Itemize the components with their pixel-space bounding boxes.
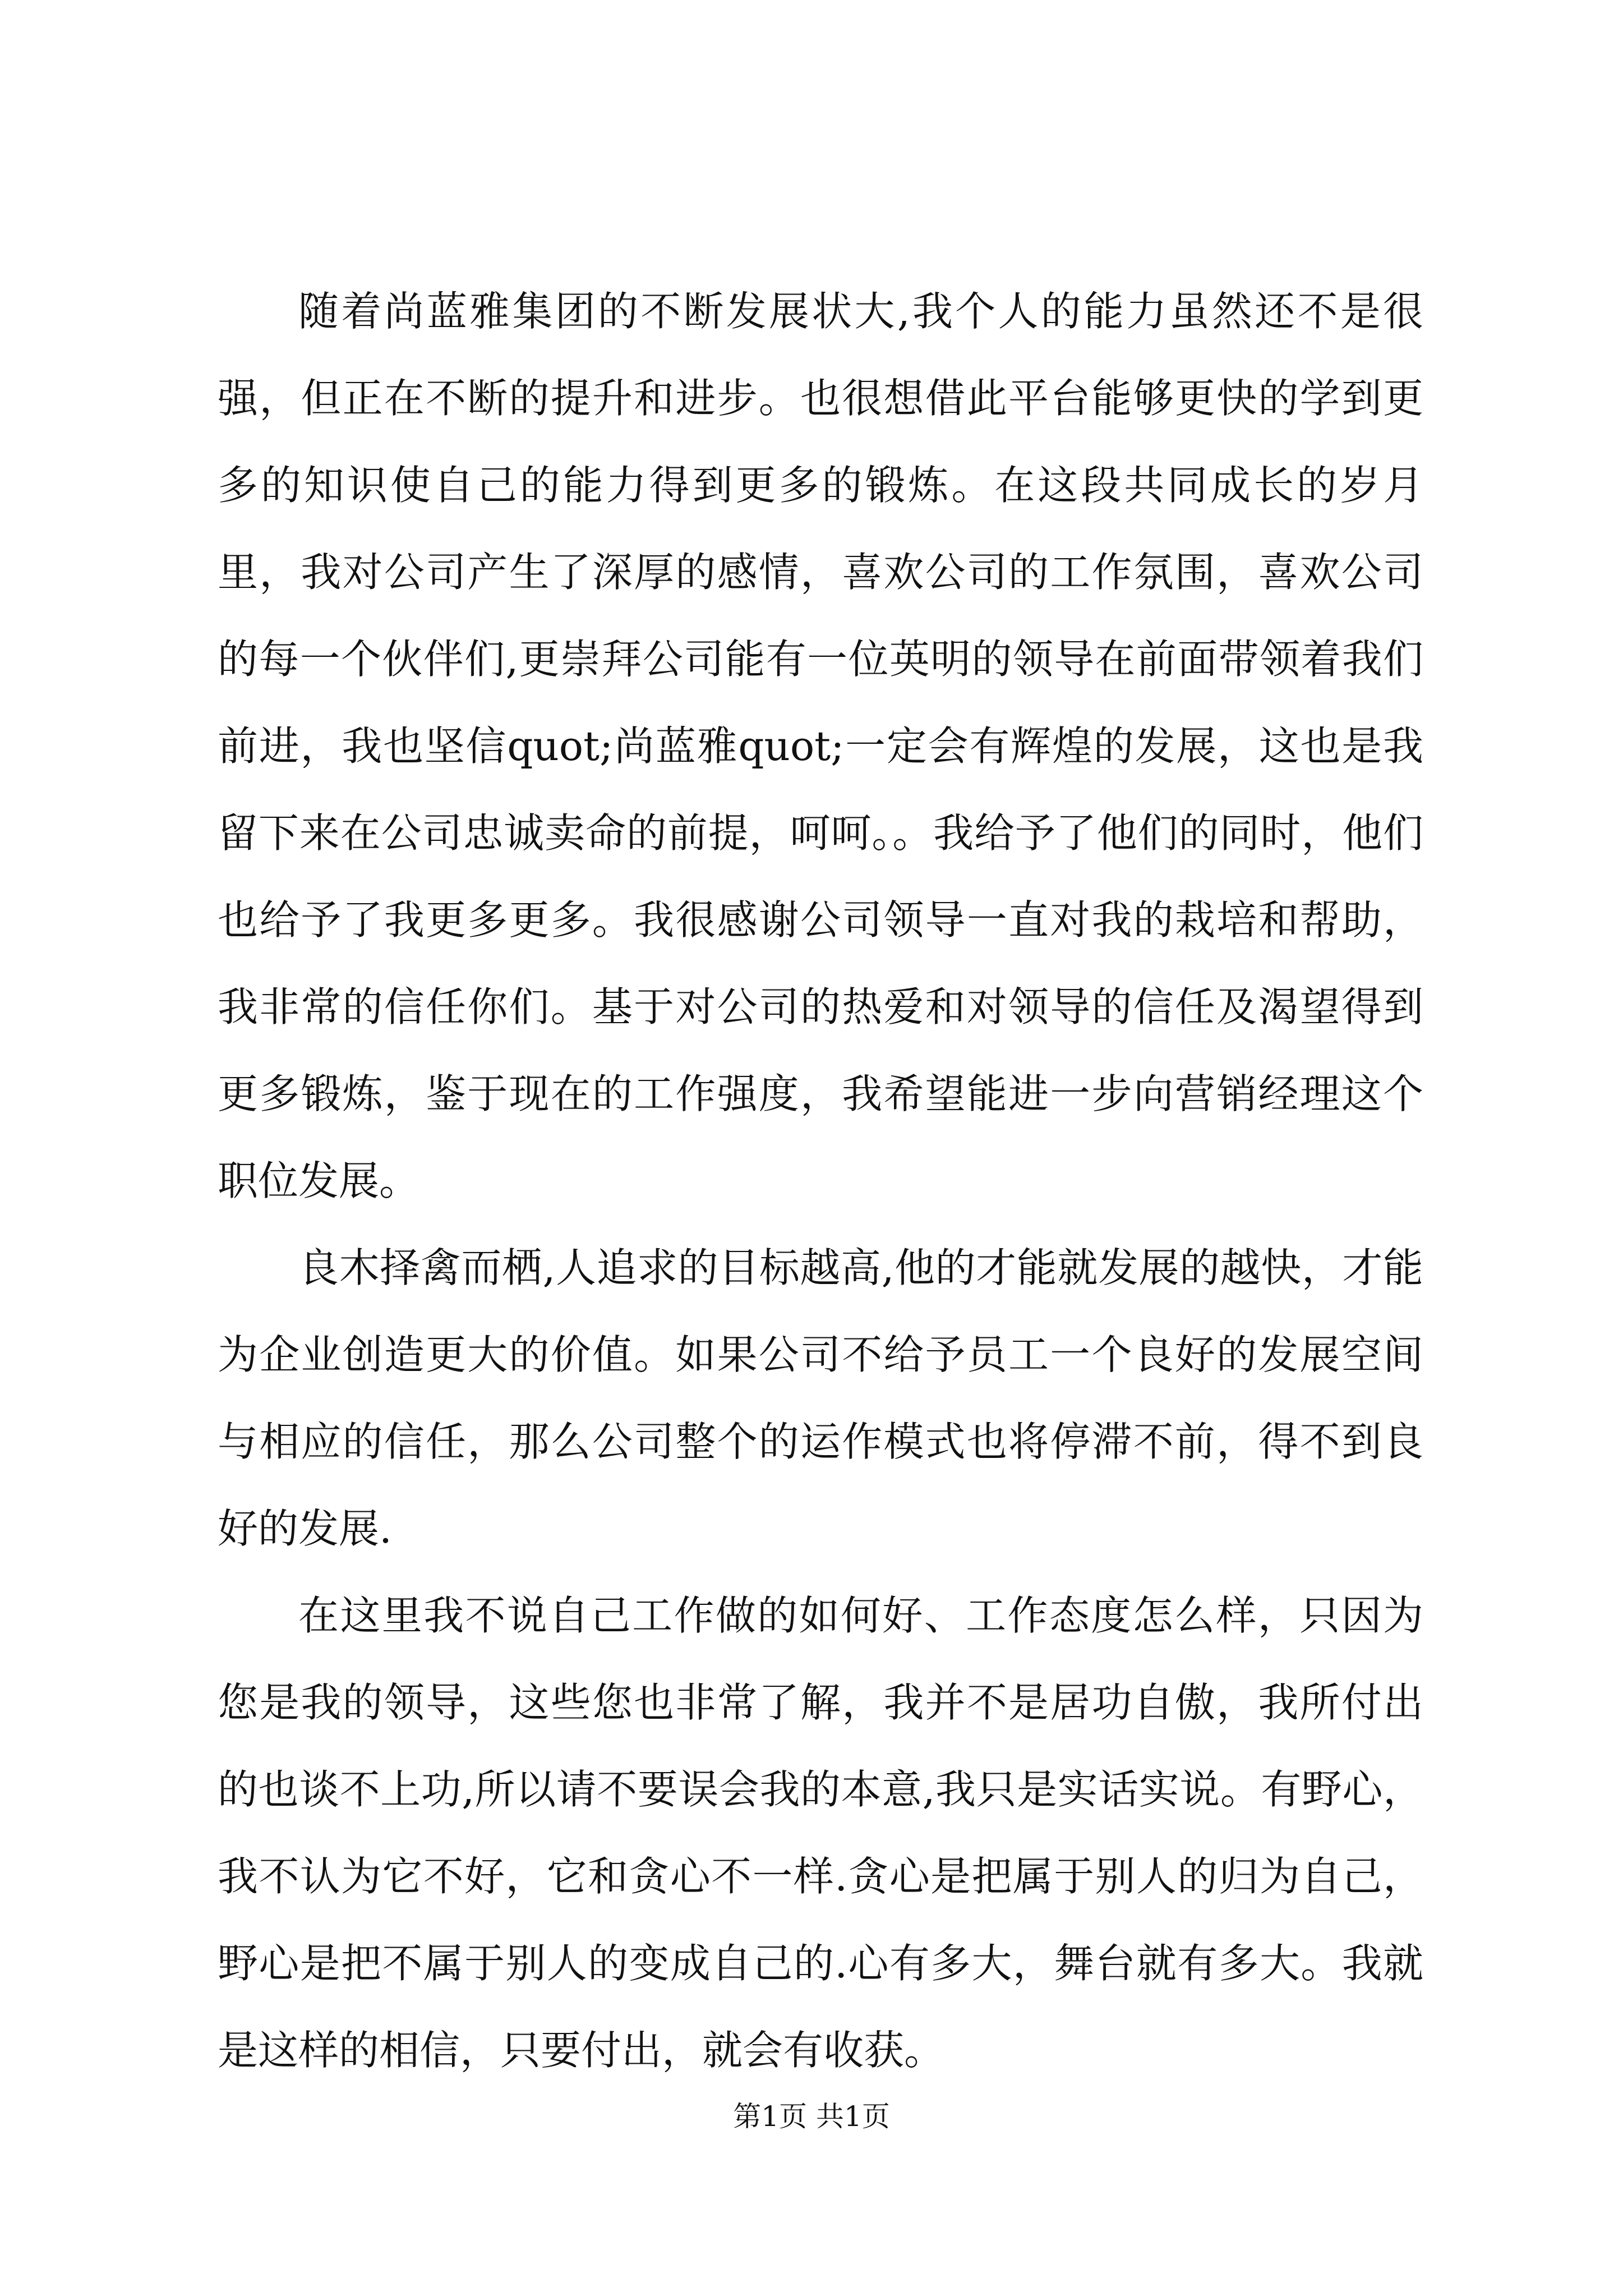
- document-body: [218, 268, 1423, 2094]
- paragraph-2: 良木择禽而栖,人追求的目标越高,他的才能就发展的越快，才能为企业创造更大的价值。如果公司不给予员工一个良好的发展空间与相应的信任，那么公司整个的运作模式也将停滞不前，得不到良好的发展.: [218, 1244, 1423, 1552]
- paragraph-3: 在这里我不说自己工作做的如何好、工作态度怎么样，只因为您是我的领导，这些您也非常了解，我并不是居功自傲，我所付出的也谈不上功,所以请不要误会我的本意,我只是实话实说。有野心，我不认为它不好，它和贪心不一样.贪心是把属于别人的归为自己，野心是把不属于别人的变成自己的.心有多大，舞台就有多大。我就是这样的相信，只要付出，就会有收获。: [218, 1592, 1423, 2074]
- page-footer: 第1页 共1页: [733, 2100, 890, 2133]
- paragraph-1: 随着尚蓝雅集团的不断发展状大,我个人的能力虽然还不是很强，但正在不断的提升和进步。也很想借此平台能够更快的学到更多的知识使自己的能力得到更多的锻炼。在这段共同成长的岁月里，我对公司产生了深厚的感情，喜欢公司的工作氛围，喜欢公司的每一个伙伴们,更崇拜公司能有一位英明的领导在前面带领着我们前进，我也坚信quot;尚蓝雅quot;一定会有辉煌的发展，这也是我留下来在公司忠诚卖命的前提，呵呵。。我给予了他们的同时，他们也给予了我更多更多。我很感谢公司领导一直对我的栽培和帮助，我非常的信任你们。基于对公司的热爱和对领导的信任及渴望得到更多锻炼，鉴于现在的工作强度，我希望能进一步向营销经理这个职位发展。: [218, 288, 1423, 1204]
